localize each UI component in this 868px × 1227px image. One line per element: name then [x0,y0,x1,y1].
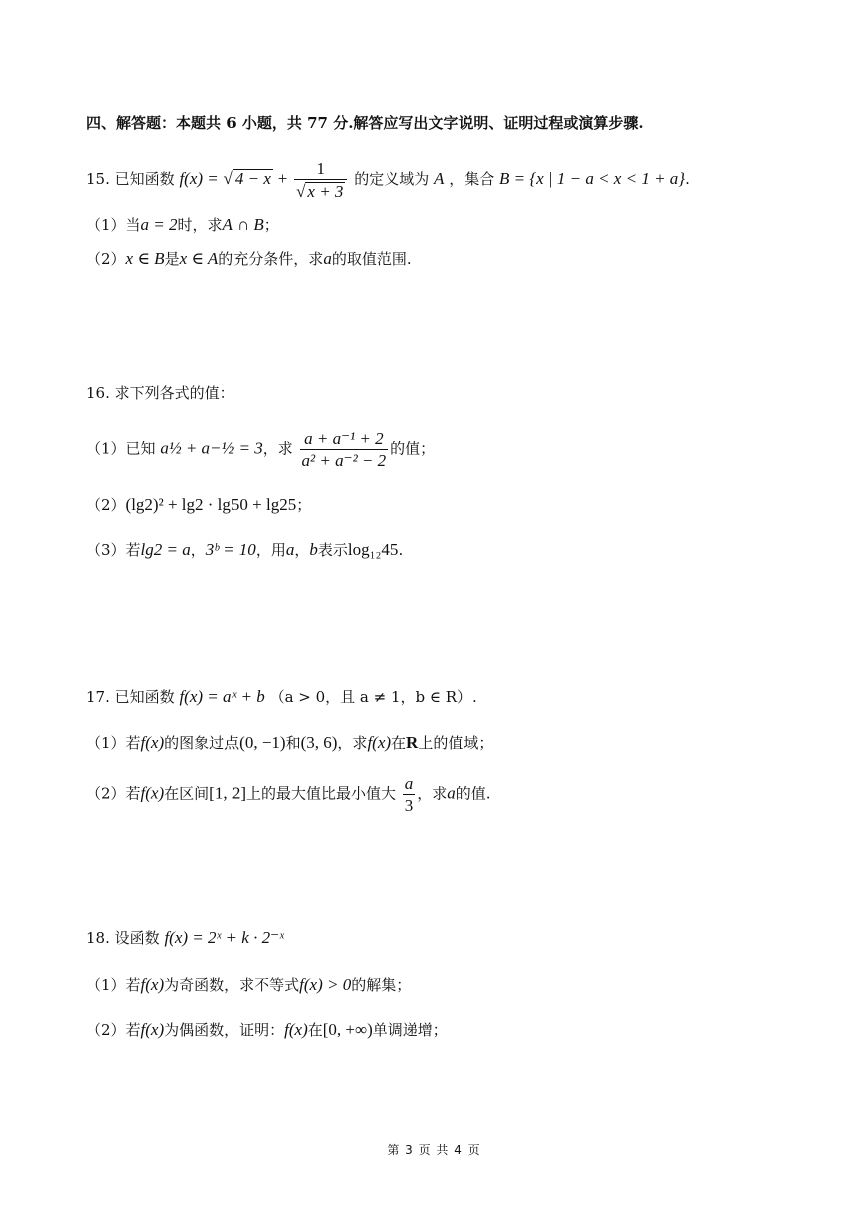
section-heading: 四、解答题：本题共 6 小题，共 77 分.解答应写出文字说明、证明过程或演算步骤. [86,114,644,132]
part-text: 表示 [317,541,348,559]
question-number: 16. [86,384,110,402]
math-expression: (0, −1) [239,733,286,752]
sqrt-sign: √ [223,169,233,188]
set-a: A [434,169,445,188]
fraction [294,160,347,200]
question-number: 17. [86,688,110,706]
part-text: 在 [307,1021,323,1039]
math-expression: [1, 2] [209,783,246,803]
part-text: 的取值范围. [331,250,412,268]
part-label: （1）已知 [86,439,156,458]
part-text: 的值； [390,439,436,458]
fraction-numerator: 1 [316,159,325,178]
fraction-denominator [294,179,347,200]
part-text: 是 [164,250,180,268]
math-expression: a [323,249,332,268]
math-expression: f(x) [140,783,165,803]
question-15 [86,160,690,200]
question-text: 的定义域为 [354,170,430,188]
part-text: 单调递增； [372,1021,448,1039]
math-expression: a [285,540,295,559]
math-expression: f(x) [140,733,165,752]
part-text: 时，求 [177,216,223,234]
math-expression: f(x) [284,1020,308,1039]
math-expression: b [309,540,318,559]
set-b: B = {x | 1 − a < x < 1 + a} [498,169,686,188]
part-label: （2） [86,250,126,268]
question-text: ，集合 [449,170,495,188]
math-expression: f(x) [140,1020,165,1039]
math-expression: a [447,783,456,803]
part-text: 的充分条件，求 [218,250,324,268]
math-expression: [0, +∞) [322,1020,373,1039]
part-label: （2）若 [86,784,141,803]
sqrt-sign: √ [296,182,306,201]
plus-sign: + [277,169,288,188]
fraction-numerator: a + a⁻¹ + 2 [304,429,384,448]
part-text: ，求 [262,439,293,458]
math-expression: (lg2)² + lg2 · lg50 + lg25 [125,495,297,514]
sqrt-radicand: x + 3 [307,182,344,201]
part-text: 为奇函数，求不等式 [164,976,300,994]
page-footer: 第 3 页 共 4 页 [387,1143,481,1157]
question-text: 设函数 [114,929,160,947]
part-label: （1）若 [86,734,141,752]
question-16 [86,386,235,401]
question-17-part-2 [86,775,491,814]
part-label: （1）若 [86,976,141,994]
math-expression: log₁₂45 [347,540,399,559]
part-text: ， [190,541,206,559]
question-16-part-3 [86,541,403,558]
question-number: 18. [86,929,110,947]
math-expression: a = 2 [140,215,178,234]
math-expression: (3, 6) [300,733,338,752]
part-text: ，用 [255,541,286,559]
fraction [300,430,389,469]
fraction-denominator: a² + a⁻² − 2 [301,451,387,470]
part-text: 上的值域； [418,734,494,752]
question-17-part-1 [86,734,493,751]
part-label: （2）若 [86,1021,141,1039]
part-text: ； [296,496,312,514]
question-15-part-2 [86,250,412,267]
question-16-part-2 [86,496,311,513]
question-condition: （a > 0，且 a ≠ 1，b ∈ R）. [269,688,477,706]
fraction-numerator: a [404,774,414,793]
part-label: （1）当 [86,216,141,234]
question-text: 已知函数 [114,170,175,188]
part-text: ， [294,541,310,559]
part-text: 为偶函数，证明： [164,1021,285,1039]
math-expression: x ∈ B [125,249,165,268]
fraction [403,775,416,814]
math-expression: f(x) [367,733,392,752]
question-text: 求下列各式的值： [114,384,235,402]
math-expression: R [406,733,419,752]
part-text: ，求 [337,734,368,752]
fraction-denominator: 3 [404,796,414,815]
math-expression: a½ + a−½ = 3 [160,438,263,458]
part-label: （2） [86,496,126,514]
function-definition: f(x) = 2ˣ + k · 2⁻ˣ [164,928,284,947]
part-text: 的解集； [351,976,412,994]
part-text: 在区间 [164,784,210,803]
sqrt-radicand: 4 − x [234,169,271,188]
math-expression: lg2 = a [140,540,191,559]
math-expression: f(x) > 0 [299,975,352,994]
math-expression: A ∩ B [222,215,264,234]
math-expression: 3ᵇ = 10 [205,540,256,559]
question-16-part-1 [86,430,435,469]
part-label: （3）若 [86,541,141,559]
question-18-part-1 [86,976,411,993]
question-18 [86,929,284,946]
question-18-part-2 [86,1021,448,1038]
part-text: 上的最大值比最小值大 [245,784,396,803]
part-text: 的值. [455,784,491,803]
math-expression: x ∈ A [179,249,219,268]
function-name: f(x) = [179,169,219,188]
question-15-part-1 [86,216,279,233]
question-17 [86,688,477,705]
question-number: 15. [86,170,110,188]
part-text: 的图象过点 [164,734,240,752]
function-definition: f(x) = aˣ + b [179,687,265,706]
period: . [685,170,690,188]
math-expression: f(x) [140,975,165,994]
part-text: 和 [285,734,301,752]
question-text: 已知函数 [114,688,175,706]
part-text: 在 [391,734,407,752]
part-text: ，求 [417,784,448,803]
part-text: . [398,541,404,559]
part-text: ； [263,216,279,234]
